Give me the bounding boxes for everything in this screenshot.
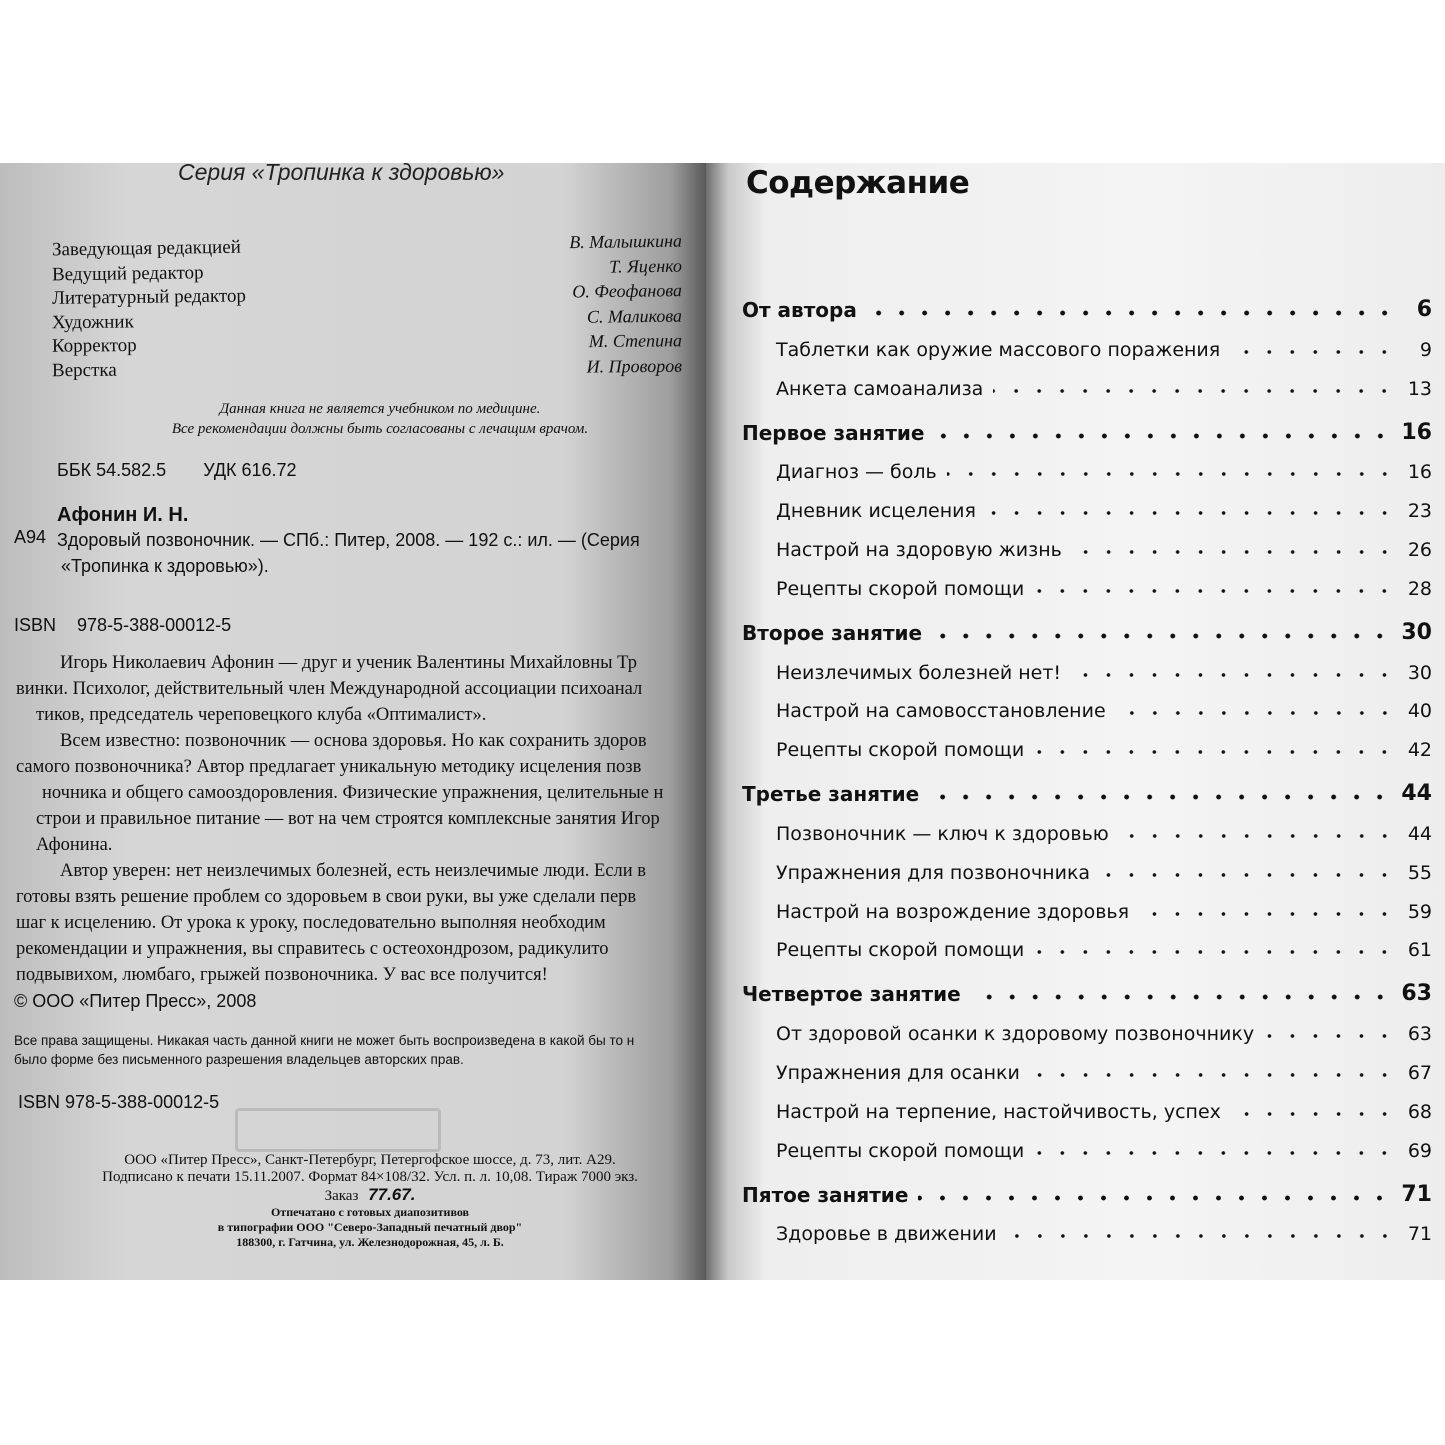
order-label: Заказ (324, 1188, 359, 1204)
toc-dot-leader (1231, 1111, 1396, 1117)
toc-page-number: 68 (1407, 1100, 1432, 1123)
toc-section-entry (742, 651, 1432, 690)
toc-page-number: 30 (1401, 619, 1432, 645)
toc-page-number: 16 (1401, 419, 1432, 445)
copyright-line: © ООО «Питер Пресс», 2008 (14, 991, 257, 1011)
toc-entry-title: Четвертое занятие (742, 982, 961, 1007)
rights-line: Все права защищены. Никакая часть данной книги не может быть воспроизведена в какой бы то н (14, 1033, 635, 1048)
toc-chapter-entry (742, 283, 1432, 328)
toc-entry-title: Таблетки как оружие массового поражения (776, 338, 1221, 361)
toc-section-entry (742, 812, 1432, 851)
contents-page (706, 163, 1445, 1280)
isbn-footer: ISBN 978-5-388-00012-5 (18, 1092, 220, 1112)
toc-dot-leader (1034, 749, 1396, 755)
toc-entry-title: От автора (742, 298, 857, 322)
toc-page-number: 71 (1401, 1181, 1432, 1207)
toc-dot-leader (935, 433, 1392, 439)
toc-page-number: 26 (1407, 538, 1432, 561)
toc-dot-leader (971, 994, 1392, 1000)
toc-page-number: 6 (1416, 297, 1432, 322)
toc-dot-leader (918, 1195, 1391, 1201)
annotation-line: винки. Психолог, действительный член Международной ассоциации психоанал (16, 679, 643, 699)
toc-dot-leader (1100, 872, 1396, 878)
disclaimer-line: Все рекомендации должны быть согласованы с лечащим врачом. (171, 421, 589, 437)
toc-entry-title: Второе занятие (742, 620, 923, 645)
annotation-line: Афонина. (36, 835, 113, 855)
toc-entry-title: Настрой на самовосстановление (776, 700, 1106, 723)
toc-entry-title: Анкета самоанализа (776, 377, 984, 400)
disclaimer-line: Данная книга не является учебником по медицине. (219, 401, 541, 417)
annotation (16, 650, 706, 988)
toc-entry-title: Рецепты скорой помощи (776, 1139, 1025, 1162)
toc-entry-title: Позвоночник — ключ к здоровью (776, 822, 1109, 845)
toc-dot-leader (1071, 672, 1396, 678)
print-line: в типографии ООО "Северо-Западный печатный двор" (217, 1220, 523, 1234)
toc-list (742, 283, 1432, 1251)
staff-role: Художник (51, 310, 134, 333)
staff-role: Верстка (51, 359, 117, 381)
staff-name: Т. Яценко (608, 255, 683, 277)
toc-page-number: 28 (1407, 577, 1432, 600)
staff-name: С. Маликова (586, 305, 683, 327)
toc-section-entry (742, 1129, 1432, 1168)
toc-dot-leader (1030, 1072, 1396, 1078)
toc-entry-title: Диагноз — боль (776, 461, 937, 484)
toc-page-number: 40 (1407, 700, 1432, 723)
annotation-line: самого позвоночника? Автор предлагает уникальную методику исцеления позв (16, 757, 642, 777)
print-line: Отпечатано с готовых диапозитивов (270, 1205, 470, 1219)
staff-name: О. Феофанова (572, 280, 683, 302)
toc-section-entry (742, 690, 1432, 729)
order-number: 77.67. (368, 1185, 416, 1204)
annotation-line: шаг к исцелению. От урока к уроку, последовательно выполняя необходим (16, 913, 606, 933)
toc-section-entry (742, 728, 1432, 767)
toc-chapter-entry (742, 406, 1432, 451)
toc-section-entry (742, 367, 1432, 406)
isbn-number: 978-5-388-00012-5 (77, 615, 232, 635)
annotation-line: подвывихом, люмбаго, грыжей позвоночника. У вас все получится! (16, 965, 548, 985)
toc-section-entry (742, 1213, 1432, 1252)
isbn-label: ISBN (14, 615, 57, 635)
toc-chapter-entry (742, 767, 1432, 812)
toc-chapter-entry (742, 967, 1432, 1012)
toc-dot-leader (993, 388, 1396, 394)
toc-dot-leader (947, 471, 1396, 477)
staff-role: Ведущий редактор (51, 261, 204, 285)
toc-section-entry (742, 489, 1432, 528)
rights-notice (14, 1031, 706, 1069)
medical-disclaimer (100, 399, 660, 439)
toc-entry-title: Настрой на терпение, настойчивость, успех (776, 1100, 1221, 1123)
toc-dot-leader (1264, 1033, 1396, 1039)
annotation-line: строи и правильное питание — вот на чем строятся комплексные занятия Игор (36, 809, 660, 829)
toc-dot-leader (1119, 833, 1396, 839)
annotation-line: тиков, председатель череповецкого клуба «Оптималист». (36, 705, 487, 725)
toc-dot-leader (1072, 549, 1396, 555)
rights-line: было форме без письменного разрешения владельцев авторских прав. (14, 1052, 464, 1067)
toc-dot-leader (867, 310, 1396, 316)
toc-section-entry (742, 1090, 1432, 1129)
toc-page-number: 9 (1419, 338, 1432, 361)
publisher-info (40, 1152, 700, 1250)
toc-page-number: 55 (1407, 861, 1432, 884)
bbk-code: ББК 54.582.5 (57, 460, 167, 480)
imprint-page (0, 163, 706, 1280)
toc-page-number: 63 (1401, 981, 1432, 1007)
toc-dot-leader (986, 510, 1396, 516)
toc-dot-leader (1034, 588, 1396, 594)
toc-page-number: 67 (1407, 1061, 1432, 1084)
author-index-code: А94 (14, 527, 47, 547)
staff-name: М. Степина (588, 330, 683, 352)
toc-section-entry (742, 451, 1432, 490)
toc-entry-title: Пятое занятие (742, 1182, 909, 1207)
annotation-line: ночника и общего самооздоровления. Физические упражнения, целительные н (42, 783, 664, 803)
series-title: Серия «Тропинка к здоровью» (178, 163, 505, 185)
toc-dot-leader (1139, 911, 1396, 917)
author-name: Афонин И. Н. (57, 504, 189, 526)
toc-section-entry (742, 567, 1432, 606)
toc-entry-title: Здоровье в движении (776, 1223, 997, 1246)
bib-line: Здоровый позвоночник. — СПб.: Питер, 2008. — 192 с.: ил. — (Серия (57, 530, 640, 550)
toc-dot-leader (1007, 1233, 1396, 1239)
isbn-line (14, 615, 231, 636)
toc-entry-title: Настрой на здоровую жизнь (776, 538, 1062, 561)
staff-role: Заведующая редакцией (51, 236, 241, 261)
toc-section-entry (742, 1012, 1432, 1051)
publisher-line: ООО «Питер Пресс», Санкт-Петербург, Петергофское шоссе, д. 73, лит. А29. (124, 1152, 616, 1168)
staff-row (52, 355, 682, 384)
staff-name: И. Проворов (586, 355, 683, 376)
toc-entry-title: Рецепты скорой помощи (776, 739, 1025, 762)
toc-page-number: 61 (1407, 939, 1432, 962)
toc-section-entry (742, 890, 1432, 929)
toc-page-number: 59 (1407, 900, 1432, 923)
toc-dot-leader (932, 633, 1391, 639)
toc-dot-leader (929, 794, 1391, 800)
toc-entry-title: От здоровой осанки к здоровому позвоночнику (776, 1023, 1255, 1046)
toc-entry-title: Первое занятие (742, 420, 925, 445)
toc-page-number: 42 (1407, 739, 1432, 762)
print-line: 188300, г. Гатчина, ул. Железнодорожная, 45, л. Б. (236, 1235, 504, 1249)
toc-dot-leader (1116, 710, 1396, 716)
toc-entry-title: Дневник исцеления (776, 500, 976, 523)
toc-page-number: 23 (1407, 500, 1432, 523)
publisher-line: Подписано к печати 15.11.2007. Формат 84×108/32. Усл. п. л. 10,08. Тираж 7000 экз. (102, 1169, 638, 1185)
annotation-line: готовы взять решение проблем со здоровьем в свои руки, вы уже сделали перв (16, 887, 637, 907)
annotation-line: рекомендации и упражнения, вы справитесь с остеохондрозом, радикулито (16, 939, 609, 959)
toc-entry-title: Неизлечимых болезней нет! (776, 661, 1062, 684)
annotation-line: Всем известно: позвоночник — основа здоровья. Но как сохранить здоров (60, 731, 647, 751)
toc-page-number: 44 (1407, 822, 1432, 845)
toc-dot-leader (1230, 349, 1396, 355)
udk-code: УДК 616.72 (203, 460, 297, 480)
toc-entry-title: Упражнения для осанки (776, 1061, 1020, 1084)
staff-role: Литературный редактор (51, 285, 247, 309)
toc-section-entry (742, 929, 1432, 968)
toc-chapter-entry (742, 1168, 1432, 1213)
publisher-logo-shadow (235, 1108, 441, 1152)
toc-dot-leader (1034, 1150, 1396, 1156)
toc-entry-title: Рецепты скорой помощи (776, 577, 1025, 600)
toc-page-number: 30 (1407, 661, 1432, 684)
staff-role: Корректор (51, 335, 137, 357)
toc-section-entry (742, 528, 1432, 567)
toc-entry-title: Упражнения для позвоночника (776, 861, 1091, 884)
toc-section-entry (742, 1051, 1432, 1090)
toc-entry-title: Рецепты скорой помощи (776, 939, 1025, 962)
toc-page-number: 69 (1407, 1139, 1432, 1162)
toc-dot-leader (1034, 949, 1396, 955)
bibliographic-record (57, 527, 706, 579)
toc-section-entry (742, 328, 1432, 367)
toc-entry-title: Третье занятие (742, 782, 920, 807)
toc-page-number: 71 (1407, 1223, 1432, 1246)
staff-list (51, 230, 683, 382)
toc-title: Содержание (746, 165, 970, 201)
bib-line: «Тропинка к здоровью»). (61, 556, 269, 576)
toc-page-number: 44 (1401, 781, 1432, 807)
toc-section-entry (742, 851, 1432, 890)
toc-page-number: 63 (1407, 1023, 1432, 1046)
annotation-line: Автор уверен: нет неизлечимых болезней, есть неизлечимые люди. Если в (60, 861, 647, 881)
classification-codes (57, 460, 329, 481)
annotation-line: Игорь Николаевич Афонин — друг и ученик Валентины Михайловны Тр (60, 653, 637, 673)
toc-chapter-entry (742, 606, 1432, 651)
toc-page-number: 13 (1407, 377, 1432, 400)
order-line (40, 1186, 700, 1205)
toc-entry-title: Настрой на возрождение здоровья (776, 900, 1130, 923)
book-spread (0, 163, 1445, 1280)
staff-name: В. Малышкина (569, 230, 683, 253)
toc-page-number: 16 (1407, 461, 1432, 484)
